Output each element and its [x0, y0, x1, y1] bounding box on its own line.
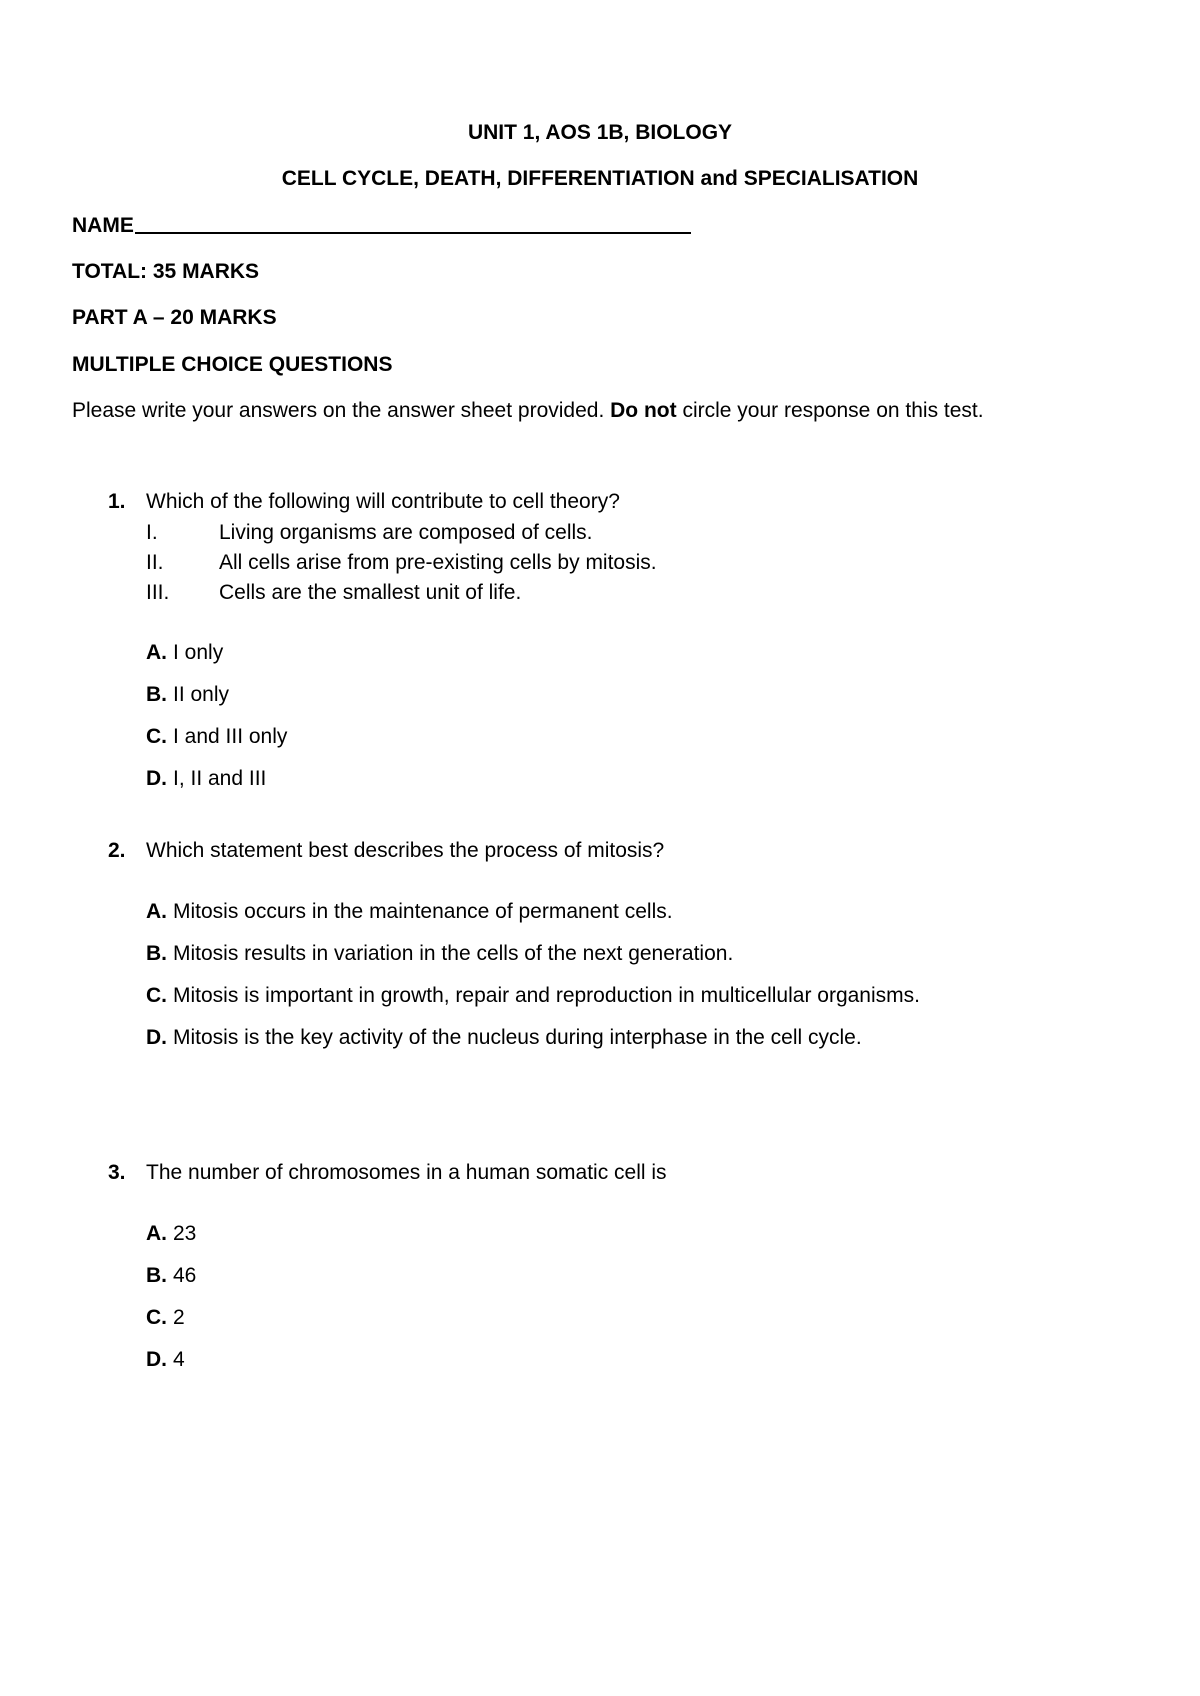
instructions: [72, 398, 984, 424]
question-text: Which of the following will contribute to cell theory?: [146, 490, 620, 513]
option-text: 46: [173, 1264, 197, 1287]
option-text: 2: [173, 1306, 185, 1329]
option-a: [146, 1221, 196, 1247]
option-b: [146, 1263, 196, 1289]
option-letter: D.: [146, 767, 167, 790]
option-d: [146, 1347, 185, 1373]
option-letter: A.: [146, 1222, 167, 1245]
option-letter: D.: [146, 1348, 167, 1371]
question-number: 2.: [108, 839, 126, 862]
instructions-after: circle your response on this test.: [676, 399, 984, 422]
question-number: 1.: [108, 490, 126, 513]
option-letter: C.: [146, 984, 167, 1007]
option-text: II only: [173, 683, 230, 706]
option-b: [146, 682, 229, 708]
statement-text: Living organisms are composed of cells.: [219, 521, 593, 544]
instructions-before: Please write your answers on the answer sheet provided.: [72, 399, 611, 422]
instructions-emphasis: Do not: [610, 399, 677, 422]
name-label: NAME: [72, 214, 134, 237]
option-letter: B.: [146, 1264, 167, 1287]
option-text: 4: [173, 1348, 185, 1371]
section-heading: MULTIPLE CHOICE QUESTIONS: [72, 353, 393, 376]
part-heading: PART A – 20 MARKS: [72, 306, 277, 329]
option-text: I and III only: [173, 725, 288, 748]
option-a: [146, 640, 223, 666]
statement-text: Cells are the smallest unit of life.: [219, 581, 522, 604]
option-c: [146, 724, 287, 750]
total-marks: TOTAL: 35 MARKS: [72, 260, 260, 283]
question-text: The number of chromosomes in a human somatic cell is: [146, 1161, 667, 1184]
option-text: Mitosis results in variation in the cells of the next generation.: [173, 942, 734, 965]
statement-numeral: II.: [146, 551, 164, 574]
option-c: [146, 983, 920, 1009]
statement-numeral: III.: [146, 581, 170, 604]
option-text: 23: [173, 1222, 197, 1245]
option-text: I only: [173, 641, 224, 664]
option-c: [146, 1305, 185, 1331]
option-d: [146, 1025, 862, 1051]
option-d: [146, 766, 266, 792]
option-text: Mitosis occurs in the maintenance of permanent cells.: [173, 900, 673, 923]
statement-numeral: I.: [146, 521, 158, 544]
statement-text: All cells arise from pre-existing cells by mitosis.: [219, 551, 657, 574]
topic-title: CELL CYCLE, DEATH, DIFFERENTIATION and SPECIALISATION: [281, 167, 919, 190]
option-text: Mitosis is the key activity of the nucleus during interphase in the cell cycle.: [173, 1026, 862, 1049]
option-b: [146, 941, 733, 967]
option-letter: A.: [146, 641, 167, 664]
option-letter: C.: [146, 725, 167, 748]
option-letter: D.: [146, 1026, 167, 1049]
option-letter: A.: [146, 900, 167, 923]
question-text: Which statement best describes the process of mitosis?: [146, 839, 665, 862]
question-number: 3.: [108, 1161, 126, 1184]
option-text: Mitosis is important in growth, repair and reproduction in multicellular organisms.: [173, 984, 920, 1007]
option-text: I, II and III: [173, 767, 267, 790]
unit-title: UNIT 1, AOS 1B, BIOLOGY: [467, 121, 733, 144]
option-letter: B.: [146, 942, 167, 965]
option-a: [146, 899, 673, 925]
option-letter: B.: [146, 683, 167, 706]
option-letter: C.: [146, 1306, 167, 1329]
name-blank-line: [135, 213, 691, 234]
name-field: [72, 213, 691, 239]
